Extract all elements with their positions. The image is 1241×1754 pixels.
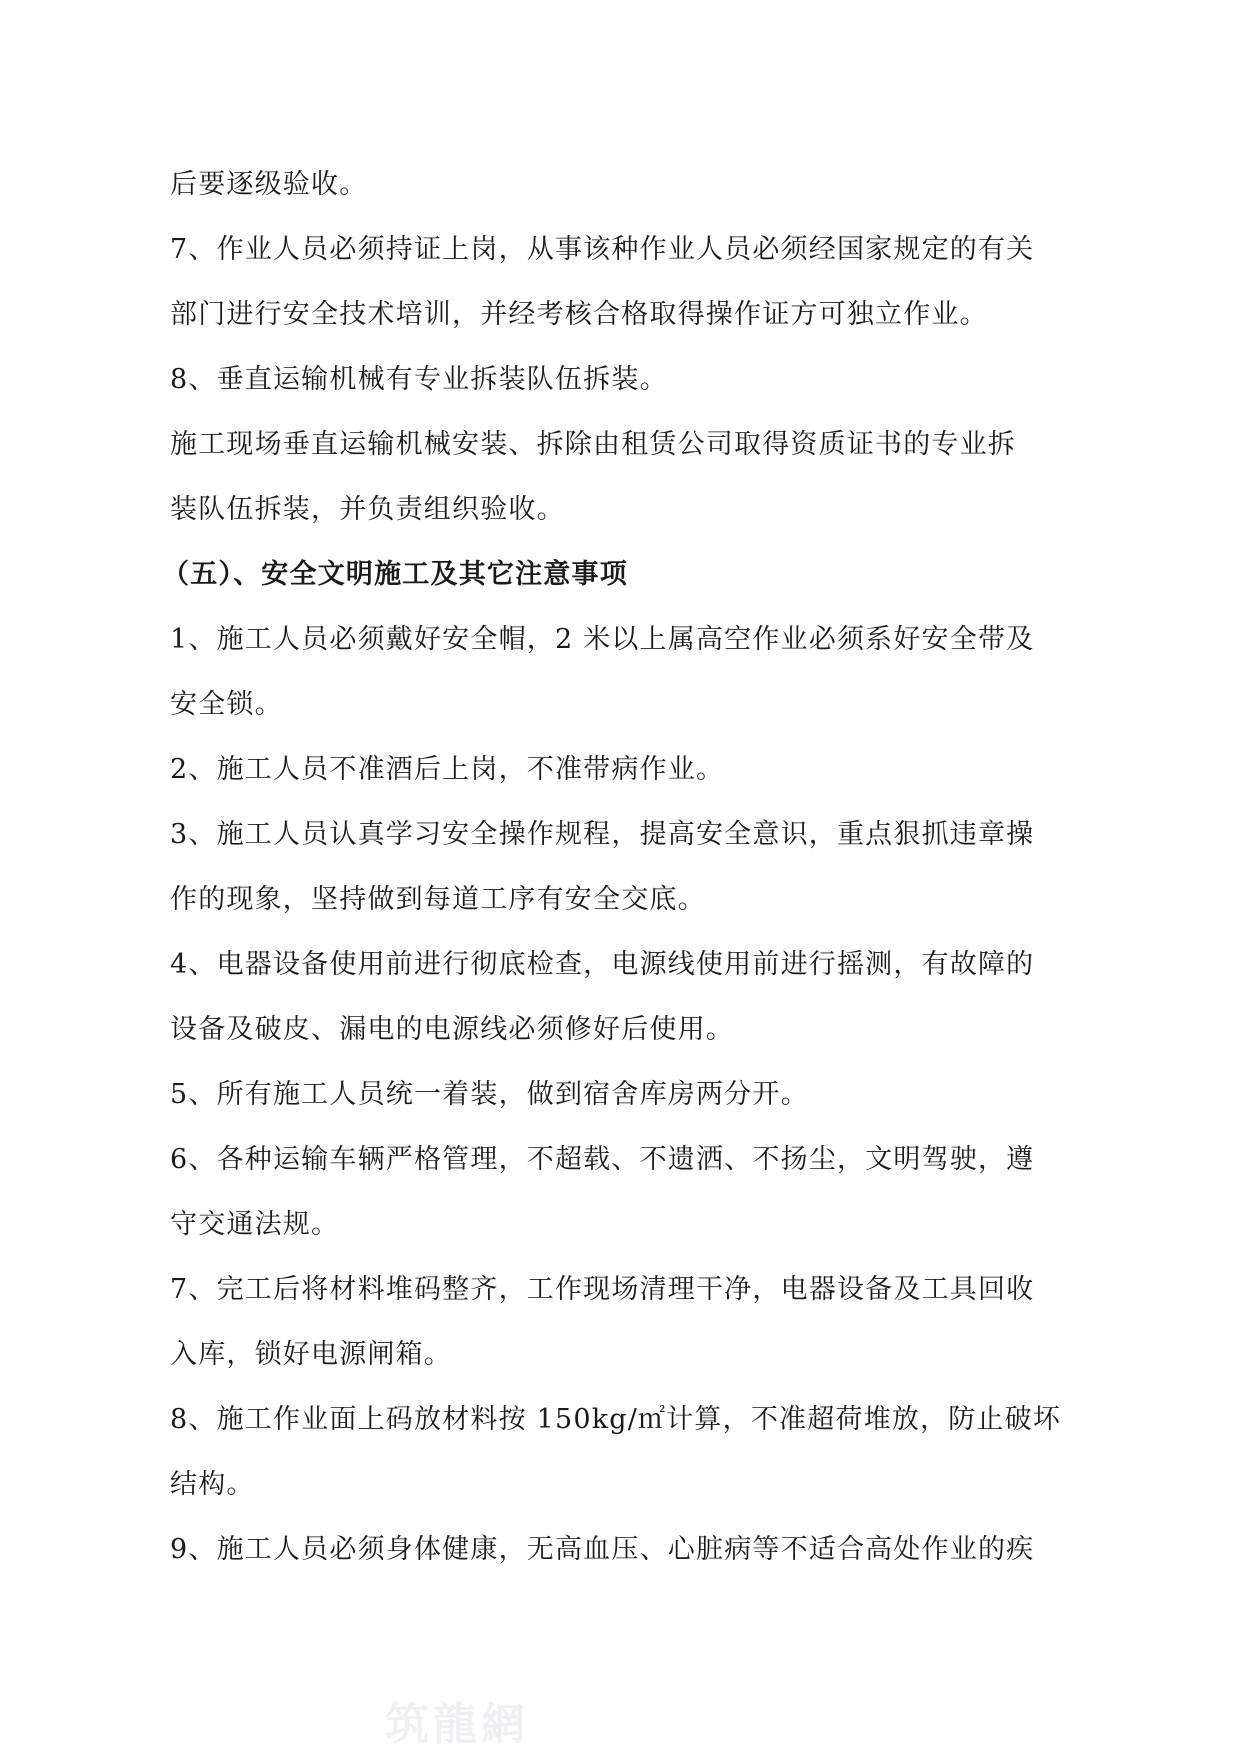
text-line: 装队伍拆装，并负责组织验收。 — [170, 494, 565, 525]
text-line: 5、所有施工人员统一着装，做到宿舍库房两分开。 — [170, 1079, 809, 1110]
text-line: 作的现象，坚持做到每道工序有安全交底。 — [170, 884, 706, 915]
text-line: 4、电器设备使用前进行彻底检查，电源线使用前进行摇测，有故障的 — [170, 949, 1035, 980]
text-line: 9、施工人员必须身体健康，无高血压、心脏病等不适合高处作业的疾 — [170, 1534, 1035, 1565]
document-body — [162, 152, 1070, 1582]
text-line: 施工现场垂直运输机械安装、拆除由租赁公司取得资质证书的专业拆 — [170, 429, 1016, 460]
text-line: 3、施工人员认真学习安全操作规程，提高安全意识，重点狠抓违章操 — [170, 819, 1035, 850]
text-line: 后要逐级验收。 — [170, 169, 368, 200]
text-line: 8、垂直运输机械有专业拆装队伍拆装。 — [170, 364, 668, 395]
text-line: 结构。 — [170, 1469, 255, 1500]
text-line: 安全锁。 — [170, 689, 283, 720]
text-line: 7、完工后将材料堆码整齐，工作现场清理干净，电器设备及工具回收 — [170, 1274, 1035, 1305]
text-line: 8、施工作业面上码放材料按 150kg/㎡计算，不准超荷堆放，防止破坏 — [170, 1404, 1062, 1435]
text-line: 部门进行安全技术培训，并经考核合格取得操作证方可独立作业。 — [170, 299, 988, 330]
text-line: 设备及破皮、漏电的电源线必须修好后使用。 — [170, 1014, 734, 1045]
text-line: 2、施工人员不准酒后上岗，不准带病作业。 — [170, 754, 725, 785]
text-line: 6、各种运输车辆严格管理，不超载、不遗洒、不扬尘，文明驾驶，遵 — [170, 1144, 1035, 1175]
text-line: 7、作业人员必须持证上岗，从事该种作业人员必须经国家规定的有关 — [170, 234, 1035, 265]
text-line: 1、施工人员必须戴好安全帽，2 米以上属高空作业必须系好安全带及 — [170, 624, 1035, 655]
text-line: 入库，锁好电源闸箱。 — [170, 1339, 452, 1370]
watermark: 筑龍網 — [385, 1699, 529, 1750]
text-line: 守交通法规。 — [170, 1209, 340, 1240]
section-heading: （五）、安全文明施工及其它注意事项 — [162, 559, 628, 590]
